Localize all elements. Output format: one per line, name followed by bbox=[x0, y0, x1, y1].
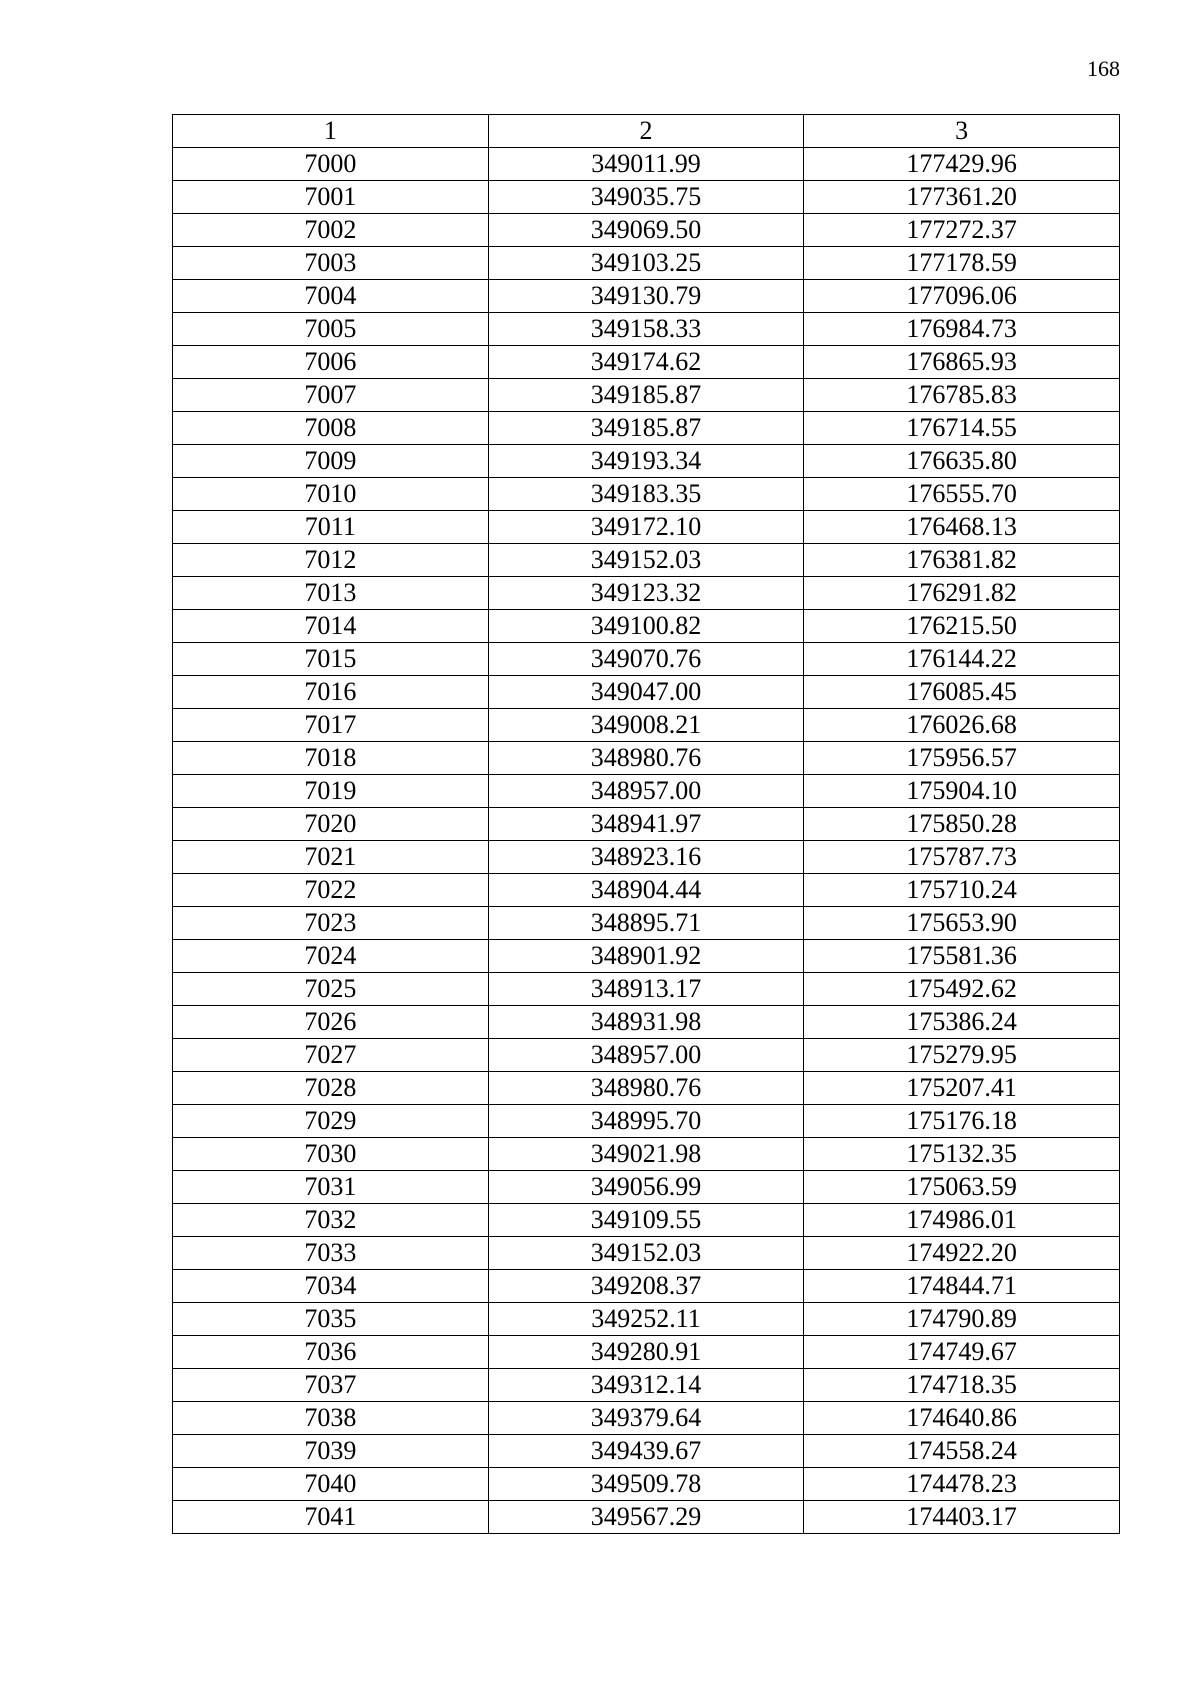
table-row bbox=[173, 1435, 1120, 1468]
point-number-cell: 7034 bbox=[173, 1270, 489, 1303]
table-row bbox=[173, 1303, 1120, 1336]
x-coordinate-cell: 348931.98 bbox=[488, 1006, 804, 1039]
y-coordinate-cell: 176085.45 bbox=[804, 676, 1120, 709]
point-number-cell: 7027 bbox=[173, 1039, 489, 1072]
y-coordinate-cell: 174749.67 bbox=[804, 1336, 1120, 1369]
point-number-cell: 7023 bbox=[173, 907, 489, 940]
x-coordinate-cell: 349379.64 bbox=[488, 1402, 804, 1435]
table-row bbox=[173, 280, 1120, 313]
y-coordinate-cell: 175850.28 bbox=[804, 808, 1120, 841]
y-coordinate-cell: 175710.24 bbox=[804, 874, 1120, 907]
x-coordinate-cell: 348904.44 bbox=[488, 874, 804, 907]
point-number-cell: 7028 bbox=[173, 1072, 489, 1105]
table-row bbox=[173, 775, 1120, 808]
x-coordinate-cell: 349183.35 bbox=[488, 478, 804, 511]
x-coordinate-cell: 349208.37 bbox=[488, 1270, 804, 1303]
x-coordinate-cell: 349070.76 bbox=[488, 643, 804, 676]
y-coordinate-cell: 176635.80 bbox=[804, 445, 1120, 478]
point-number-cell: 7011 bbox=[173, 511, 489, 544]
x-coordinate-cell: 348980.76 bbox=[488, 742, 804, 775]
point-number-cell: 7040 bbox=[173, 1468, 489, 1501]
table-row bbox=[173, 1237, 1120, 1270]
page-number: 168 bbox=[1087, 56, 1120, 81]
table-row bbox=[173, 478, 1120, 511]
y-coordinate-cell: 174558.24 bbox=[804, 1435, 1120, 1468]
point-number-cell: 7009 bbox=[173, 445, 489, 478]
x-coordinate-cell: 349035.75 bbox=[488, 181, 804, 214]
table-row bbox=[173, 1501, 1120, 1534]
point-number-cell: 7025 bbox=[173, 973, 489, 1006]
table-row bbox=[173, 1468, 1120, 1501]
column-header-1: 1 bbox=[173, 115, 489, 148]
y-coordinate-cell: 177178.59 bbox=[804, 247, 1120, 280]
y-coordinate-cell: 175904.10 bbox=[804, 775, 1120, 808]
y-coordinate-cell: 176468.13 bbox=[804, 511, 1120, 544]
x-coordinate-cell: 348923.16 bbox=[488, 841, 804, 874]
point-number-cell: 7020 bbox=[173, 808, 489, 841]
point-number-cell: 7024 bbox=[173, 940, 489, 973]
table-row bbox=[173, 973, 1120, 1006]
table-row bbox=[173, 643, 1120, 676]
x-coordinate-cell: 349130.79 bbox=[488, 280, 804, 313]
x-coordinate-cell: 349312.14 bbox=[488, 1369, 804, 1402]
y-coordinate-cell: 175787.73 bbox=[804, 841, 1120, 874]
y-coordinate-cell: 176984.73 bbox=[804, 313, 1120, 346]
point-number-cell: 7003 bbox=[173, 247, 489, 280]
table-row bbox=[173, 148, 1120, 181]
y-coordinate-cell: 177361.20 bbox=[804, 181, 1120, 214]
y-coordinate-cell: 176714.55 bbox=[804, 412, 1120, 445]
point-number-cell: 7015 bbox=[173, 643, 489, 676]
table-row bbox=[173, 577, 1120, 610]
x-coordinate-cell: 349509.78 bbox=[488, 1468, 804, 1501]
table-row bbox=[173, 676, 1120, 709]
table-row bbox=[173, 445, 1120, 478]
y-coordinate-cell: 176291.82 bbox=[804, 577, 1120, 610]
point-number-cell: 7002 bbox=[173, 214, 489, 247]
y-coordinate-cell: 175956.57 bbox=[804, 742, 1120, 775]
x-coordinate-cell: 349109.55 bbox=[488, 1204, 804, 1237]
point-number-cell: 7031 bbox=[173, 1171, 489, 1204]
table-row bbox=[173, 610, 1120, 643]
x-coordinate-cell: 348957.00 bbox=[488, 775, 804, 808]
x-coordinate-cell: 349172.10 bbox=[488, 511, 804, 544]
table-row bbox=[173, 346, 1120, 379]
point-number-cell: 7035 bbox=[173, 1303, 489, 1336]
point-number-cell: 7029 bbox=[173, 1105, 489, 1138]
y-coordinate-cell: 175279.95 bbox=[804, 1039, 1120, 1072]
table-row bbox=[173, 214, 1120, 247]
y-coordinate-cell: 175653.90 bbox=[804, 907, 1120, 940]
y-coordinate-cell: 174403.17 bbox=[804, 1501, 1120, 1534]
x-coordinate-cell: 349021.98 bbox=[488, 1138, 804, 1171]
point-number-cell: 7006 bbox=[173, 346, 489, 379]
table-row bbox=[173, 1336, 1120, 1369]
column-header-3: 3 bbox=[804, 115, 1120, 148]
y-coordinate-cell: 175132.35 bbox=[804, 1138, 1120, 1171]
table-row bbox=[173, 1402, 1120, 1435]
y-coordinate-cell: 177272.37 bbox=[804, 214, 1120, 247]
point-number-cell: 7022 bbox=[173, 874, 489, 907]
y-coordinate-cell: 175176.18 bbox=[804, 1105, 1120, 1138]
x-coordinate-cell: 349152.03 bbox=[488, 544, 804, 577]
table-row bbox=[173, 412, 1120, 445]
table-body bbox=[173, 148, 1120, 1534]
point-number-cell: 7032 bbox=[173, 1204, 489, 1237]
y-coordinate-cell: 177429.96 bbox=[804, 148, 1120, 181]
point-number-cell: 7013 bbox=[173, 577, 489, 610]
x-coordinate-cell: 348895.71 bbox=[488, 907, 804, 940]
table-row bbox=[173, 742, 1120, 775]
table-row bbox=[173, 247, 1120, 280]
x-coordinate-cell: 349158.33 bbox=[488, 313, 804, 346]
x-coordinate-cell: 349056.99 bbox=[488, 1171, 804, 1204]
y-coordinate-cell: 174922.20 bbox=[804, 1237, 1120, 1270]
point-number-cell: 7036 bbox=[173, 1336, 489, 1369]
point-number-cell: 7001 bbox=[173, 181, 489, 214]
x-coordinate-cell: 349174.62 bbox=[488, 346, 804, 379]
table-row bbox=[173, 1171, 1120, 1204]
point-number-cell: 7017 bbox=[173, 709, 489, 742]
y-coordinate-cell: 174844.71 bbox=[804, 1270, 1120, 1303]
table-row bbox=[173, 1039, 1120, 1072]
table-row bbox=[173, 313, 1120, 346]
point-number-cell: 7019 bbox=[173, 775, 489, 808]
x-coordinate-cell: 349185.87 bbox=[488, 379, 804, 412]
x-coordinate-cell: 349008.21 bbox=[488, 709, 804, 742]
point-number-cell: 7016 bbox=[173, 676, 489, 709]
table-row bbox=[173, 544, 1120, 577]
point-number-cell: 7038 bbox=[173, 1402, 489, 1435]
column-header-2: 2 bbox=[488, 115, 804, 148]
point-number-cell: 7005 bbox=[173, 313, 489, 346]
x-coordinate-cell: 348913.17 bbox=[488, 973, 804, 1006]
y-coordinate-cell: 176026.68 bbox=[804, 709, 1120, 742]
y-coordinate-cell: 176215.50 bbox=[804, 610, 1120, 643]
x-coordinate-cell: 348980.76 bbox=[488, 1072, 804, 1105]
table-header-row bbox=[173, 115, 1120, 148]
x-coordinate-cell: 349011.99 bbox=[488, 148, 804, 181]
table-row bbox=[173, 379, 1120, 412]
y-coordinate-cell: 174478.23 bbox=[804, 1468, 1120, 1501]
table-row bbox=[173, 1138, 1120, 1171]
y-coordinate-cell: 176865.93 bbox=[804, 346, 1120, 379]
x-coordinate-cell: 349100.82 bbox=[488, 610, 804, 643]
table-row bbox=[173, 907, 1120, 940]
y-coordinate-cell: 174718.35 bbox=[804, 1369, 1120, 1402]
x-coordinate-cell: 349123.32 bbox=[488, 577, 804, 610]
table-row bbox=[173, 1204, 1120, 1237]
point-number-cell: 7010 bbox=[173, 478, 489, 511]
point-number-cell: 7033 bbox=[173, 1237, 489, 1270]
x-coordinate-cell: 348941.97 bbox=[488, 808, 804, 841]
point-number-cell: 7008 bbox=[173, 412, 489, 445]
y-coordinate-cell: 175063.59 bbox=[804, 1171, 1120, 1204]
y-coordinate-cell: 175207.41 bbox=[804, 1072, 1120, 1105]
x-coordinate-cell: 348957.00 bbox=[488, 1039, 804, 1072]
x-coordinate-cell: 349103.25 bbox=[488, 247, 804, 280]
point-number-cell: 7004 bbox=[173, 280, 489, 313]
point-number-cell: 7014 bbox=[173, 610, 489, 643]
table-row bbox=[173, 1105, 1120, 1138]
point-number-cell: 7012 bbox=[173, 544, 489, 577]
x-coordinate-cell: 348901.92 bbox=[488, 940, 804, 973]
point-number-cell: 7021 bbox=[173, 841, 489, 874]
table-row bbox=[173, 1006, 1120, 1039]
table-row bbox=[173, 511, 1120, 544]
y-coordinate-cell: 175492.62 bbox=[804, 973, 1120, 1006]
point-number-cell: 7037 bbox=[173, 1369, 489, 1402]
y-coordinate-cell: 177096.06 bbox=[804, 280, 1120, 313]
table-row bbox=[173, 1072, 1120, 1105]
table-row bbox=[173, 181, 1120, 214]
table-row bbox=[173, 808, 1120, 841]
x-coordinate-cell: 349047.00 bbox=[488, 676, 804, 709]
table-row bbox=[173, 1270, 1120, 1303]
point-number-cell: 7007 bbox=[173, 379, 489, 412]
x-coordinate-cell: 349193.34 bbox=[488, 445, 804, 478]
point-number-cell: 7039 bbox=[173, 1435, 489, 1468]
x-coordinate-cell: 349185.87 bbox=[488, 412, 804, 445]
x-coordinate-cell: 349069.50 bbox=[488, 214, 804, 247]
point-number-cell: 7041 bbox=[173, 1501, 489, 1534]
y-coordinate-cell: 174790.89 bbox=[804, 1303, 1120, 1336]
point-number-cell: 7000 bbox=[173, 148, 489, 181]
y-coordinate-cell: 175386.24 bbox=[804, 1006, 1120, 1039]
table-header bbox=[173, 115, 1120, 148]
coordinates-table bbox=[172, 114, 1120, 1534]
y-coordinate-cell: 174640.86 bbox=[804, 1402, 1120, 1435]
point-number-cell: 7030 bbox=[173, 1138, 489, 1171]
table-row bbox=[173, 874, 1120, 907]
y-coordinate-cell: 174986.01 bbox=[804, 1204, 1120, 1237]
point-number-cell: 7018 bbox=[173, 742, 489, 775]
y-coordinate-cell: 176785.83 bbox=[804, 379, 1120, 412]
table-row bbox=[173, 1369, 1120, 1402]
x-coordinate-cell: 349567.29 bbox=[488, 1501, 804, 1534]
y-coordinate-cell: 176144.22 bbox=[804, 643, 1120, 676]
x-coordinate-cell: 349152.03 bbox=[488, 1237, 804, 1270]
table-row bbox=[173, 841, 1120, 874]
y-coordinate-cell: 176555.70 bbox=[804, 478, 1120, 511]
x-coordinate-cell: 349280.91 bbox=[488, 1336, 804, 1369]
table-row bbox=[173, 709, 1120, 742]
x-coordinate-cell: 349252.11 bbox=[488, 1303, 804, 1336]
point-number-cell: 7026 bbox=[173, 1006, 489, 1039]
table-row bbox=[173, 940, 1120, 973]
x-coordinate-cell: 349439.67 bbox=[488, 1435, 804, 1468]
y-coordinate-cell: 175581.36 bbox=[804, 940, 1120, 973]
x-coordinate-cell: 348995.70 bbox=[488, 1105, 804, 1138]
y-coordinate-cell: 176381.82 bbox=[804, 544, 1120, 577]
